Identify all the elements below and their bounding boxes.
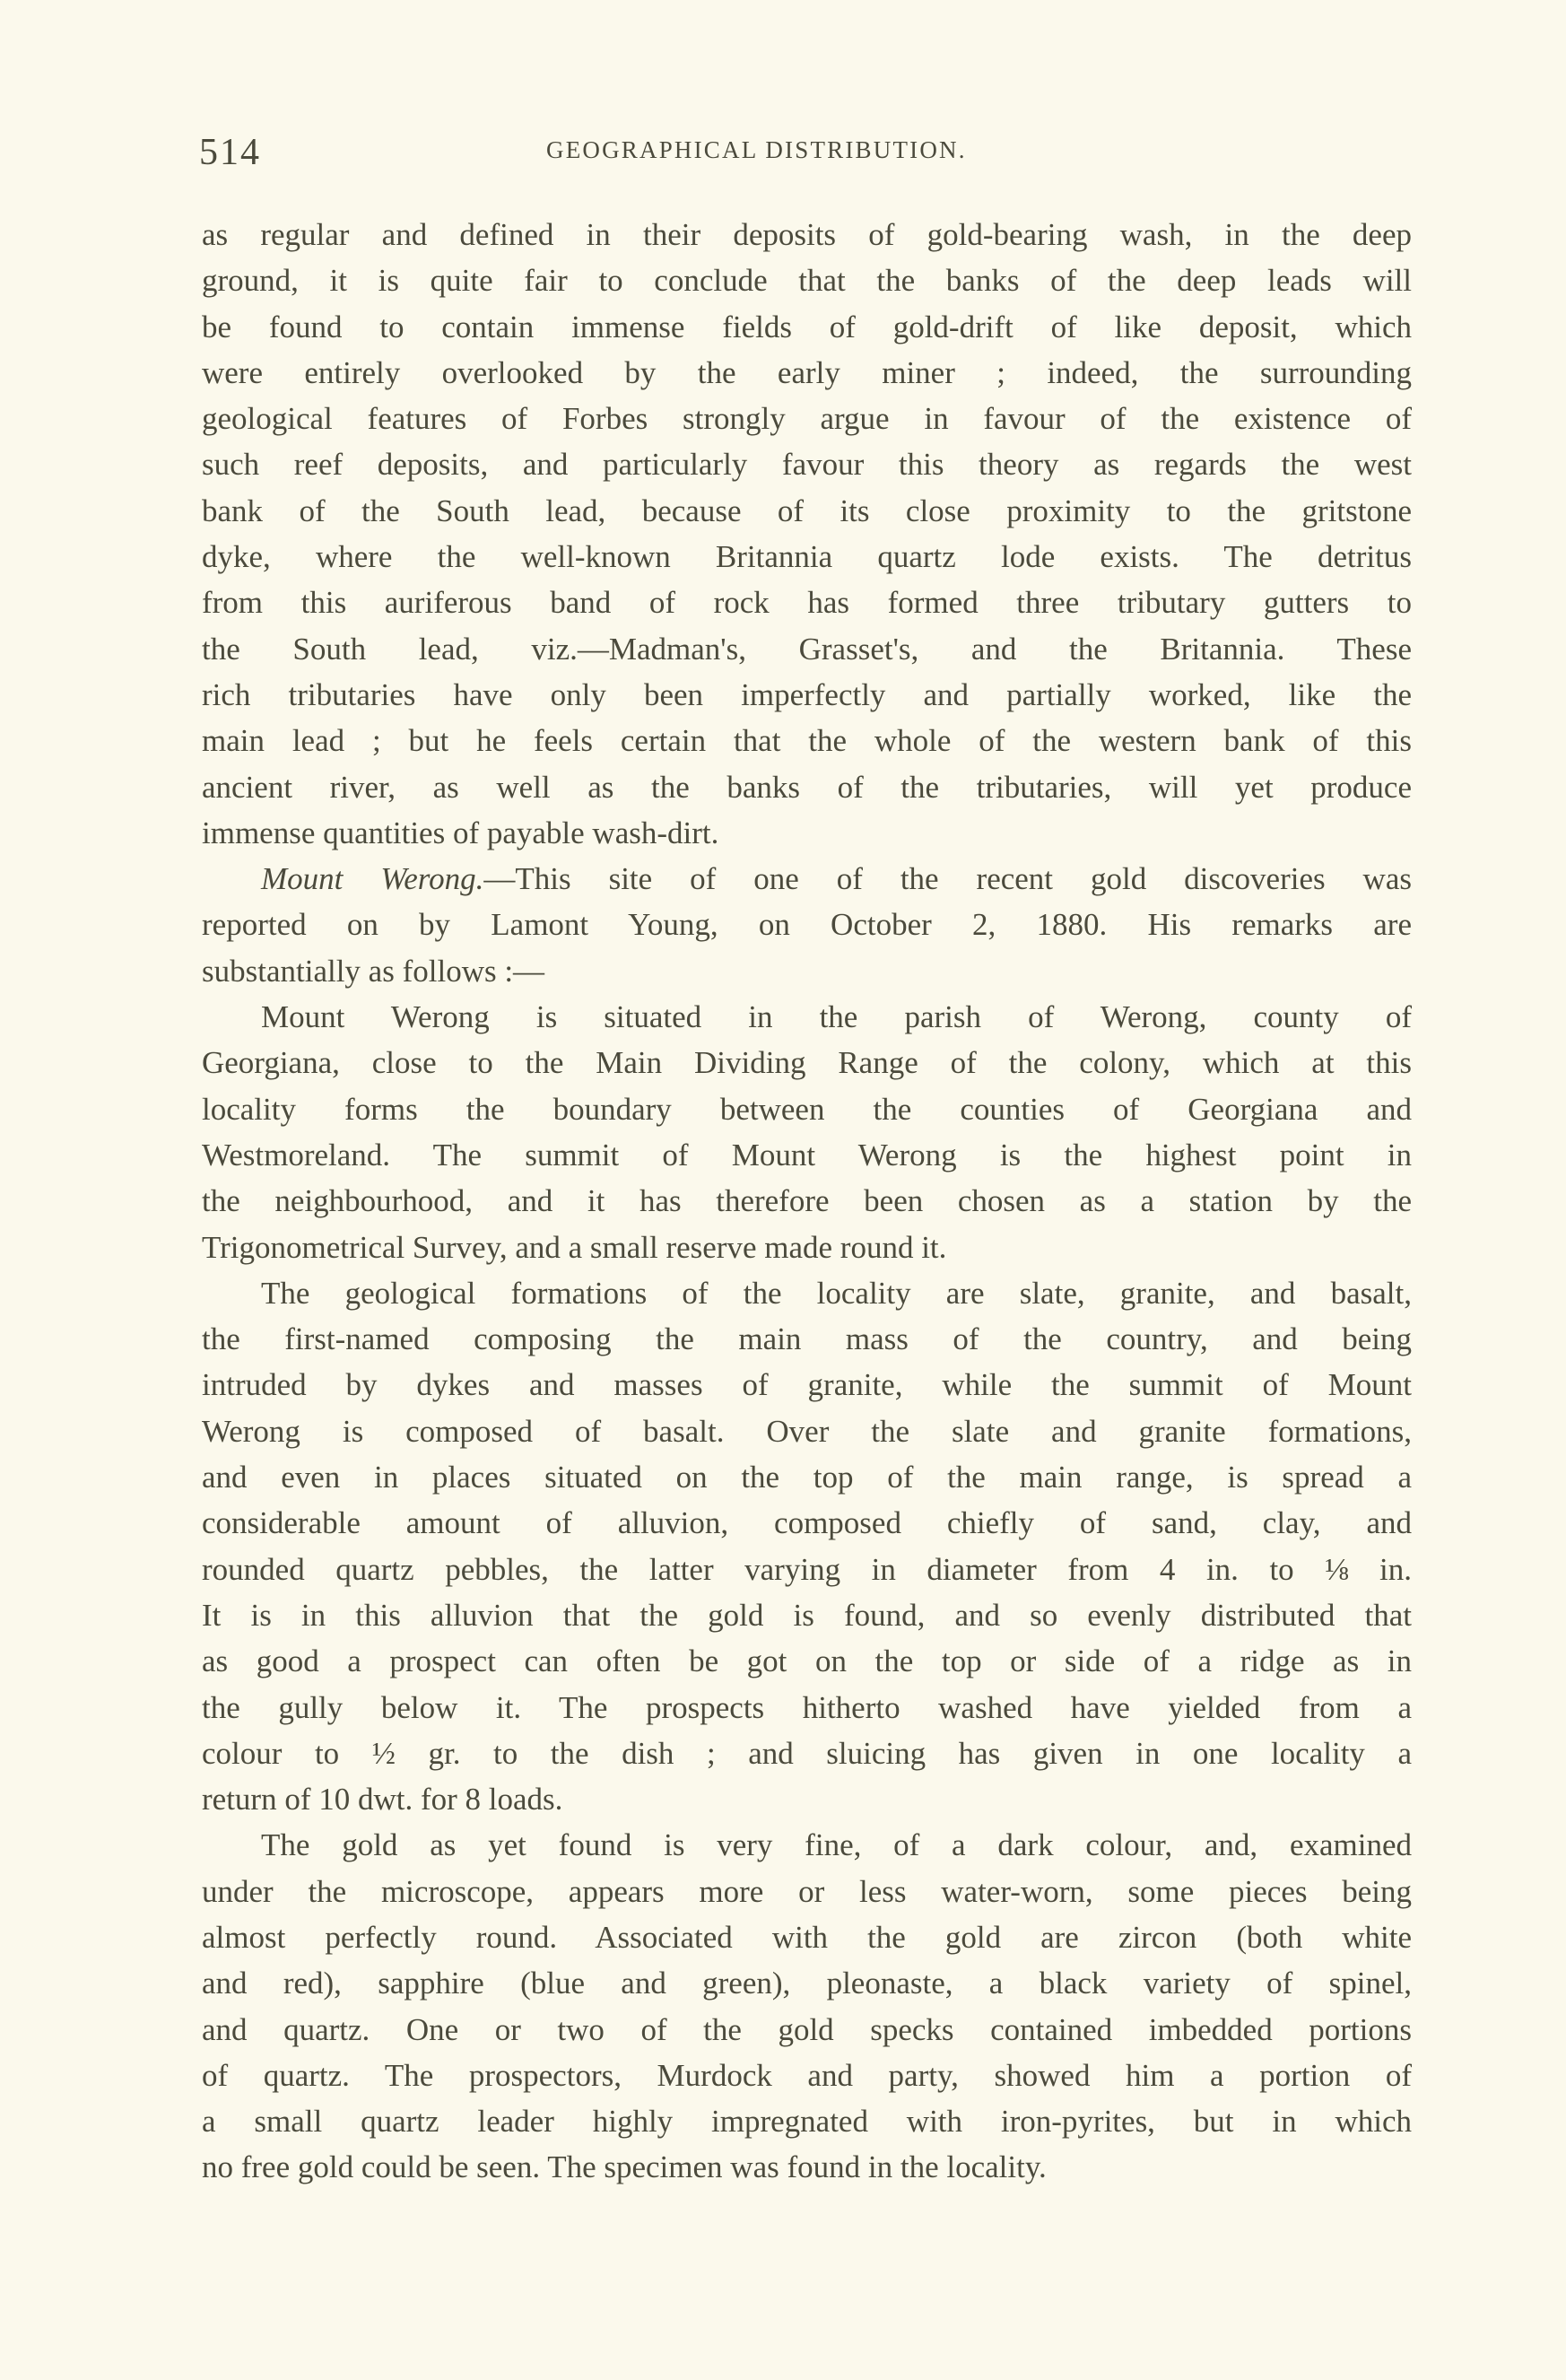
line-text: Mount Werong is situated in the parish of Werong, county of [261,999,1412,1035]
text-line [202,1225,1412,1270]
line-text: It is in this alluvion that the gold is found, and so evenly distributed that [202,1597,1412,1633]
line-text: —This site of one of the recent gold discoveries was [483,861,1412,897]
line-text: immense quantities of payable wash-dirt. [202,815,719,850]
line-text: as good a prospect can often be got on the top or side of a ridge as in [202,1643,1412,1679]
text-line [202,1454,1412,1500]
section-heading-italic: Mount Werong. [261,861,484,897]
text-line [202,810,1412,856]
line-text: the South lead, viz.—Madman's, Grasset's, and the Britannia. These [202,631,1412,667]
paragraph [202,212,1412,856]
line-text: and quartz. One or two of the gold specks contained imbedded portions [202,2011,1412,2047]
line-text: and even in places situated on the top of the main range, is spread a [202,1460,1412,1495]
paragraph [202,994,1412,1270]
text-line [202,1547,1412,1592]
line-text: return of 10 dwt. for 8 loads. [202,1782,563,1818]
text-line [202,1132,1412,1178]
line-text: the neighbourhood, and it has therefore been chosen as a station by the [202,1183,1412,1219]
text-line [202,718,1412,763]
line-text: and red), sapphire (blue and green), pleonaste, a black variety of spinel, [202,1966,1412,2001]
line-text: Georgiana, close to the Main Dividing Range of the colony, which at this [202,1045,1412,1081]
text-line [202,902,1412,947]
text-line [202,441,1412,487]
text-line [202,1316,1412,1362]
text-line [202,1731,1412,1776]
line-text: ancient river, as well as the banks of the tributaries, will yet produce [202,769,1412,805]
text-line [202,1178,1412,1224]
text-line [202,488,1412,534]
paragraph [202,1822,1412,2190]
line-text: Werong is composed of basalt. Over the slate and granite formations, [202,1413,1412,1449]
line-text: rich tributaries have only been imperfectly and partially worked, like the [202,676,1412,712]
text-line [202,580,1412,625]
text-line [202,2098,1412,2144]
line-text: dyke, where the well-known Britannia quartz lode exists. The detritus [202,539,1412,575]
line-text: The gold as yet found is very fine, of a dark colour, and, examined [261,1827,1412,1863]
text-line [202,764,1412,810]
text-line [202,948,1412,994]
line-text: main lead ; but he feels certain that the whole of the western bank of this [202,723,1412,759]
text-line [202,1960,1412,2006]
line-text: colour to ½ gr. to the dish ; and sluicing has given in one locality a [202,1735,1412,1771]
running-title: GEOGRAPHICAL DISTRIBUTION. [546,136,967,163]
text-line [202,257,1412,303]
text-line [202,534,1412,580]
text-line [202,350,1412,396]
text-line [202,1638,1412,1684]
text-line [202,1685,1412,1731]
text-line [202,1822,1412,1868]
text-line [202,672,1412,718]
text-line [202,1500,1412,1546]
text-line [202,994,1412,1040]
line-text: bank of the South lead, because of its close proximity to the gritstone [202,493,1412,528]
line-text: The geological formations of the locality are slate, granite, and basalt, [261,1275,1412,1311]
line-text: intruded by dykes and masses of granite, while the summit of Mount [202,1367,1412,1403]
page-number: 514 [199,132,261,173]
text-line [202,1914,1412,1960]
text-line [202,1408,1412,1454]
line-text: such reef deposits, and particularly favour this theory as regards the west [202,447,1412,483]
line-text: geological features of Forbes strongly argue in favour of the existence of [202,401,1412,437]
line-text: from this auriferous band of rock has formed three tributary gutters to [202,585,1412,621]
line-text: almost perfectly round. Associated with the gold are zircon (both white [202,1919,1412,1955]
text-line [202,1086,1412,1132]
line-text: reported on by Lamont Young, on October 2, 1880. His remarks are [202,907,1412,943]
line-text: rounded quartz pebbles, the latter varying in diameter from 4 in. to ⅛ in. [202,1551,1412,1587]
text-line [202,856,1412,902]
line-text: the first-named composing the main mass of the country, and being [202,1321,1412,1357]
line-text: under the microscope, appears more or less water-worn, some pieces being [202,1873,1412,1909]
line-text: no free gold could be seen. The specimen was found in the locality. [202,2149,1047,2185]
line-text: locality forms the boundary between the counties of Georgiana and [202,1091,1412,1127]
text-line [202,1362,1412,1408]
line-text: substantially as follows :— [202,953,545,989]
text-line [202,396,1412,441]
paragraph [202,856,1412,994]
text-line [202,626,1412,672]
line-text: were entirely overlooked by the early miner ; indeed, the surrounding [202,354,1412,390]
text-line [202,1270,1412,1316]
line-text: of quartz. The prospectors, Murdock and party, showed him a portion of [202,2057,1412,2093]
line-text: as regular and defined in their deposits of gold-bearing wash, in the deep [202,217,1412,252]
line-text: the gully below it. The prospects hitherto washed have yielded from a [202,1689,1412,1725]
line-text: considerable amount of alluvion, composed chiefly of sand, clay, and [202,1505,1412,1541]
line-text: be found to contain immense fields of gold-drift of like deposit, which [202,309,1412,344]
text-line [202,1869,1412,1914]
text-line [202,1040,1412,1085]
text-line [202,2007,1412,2053]
text-line [202,2053,1412,2098]
text-line [202,212,1412,257]
text-line [202,1776,1412,1822]
body-text [202,212,1412,2191]
text-line [202,2144,1412,2190]
line-text: a small quartz leader highly impregnated with iron-pyrites, but in which [202,2104,1412,2140]
text-line [202,304,1412,350]
text-line [202,1592,1412,1638]
line-text: ground, it is quite fair to conclude that the banks of the deep leads will [202,263,1412,299]
paragraph [202,1270,1412,1823]
line-text: Trigonometrical Survey, and a small reserve made round it. [202,1229,947,1265]
line-text: Westmoreland. The summit of Mount Werong is the highest point in [202,1137,1412,1173]
